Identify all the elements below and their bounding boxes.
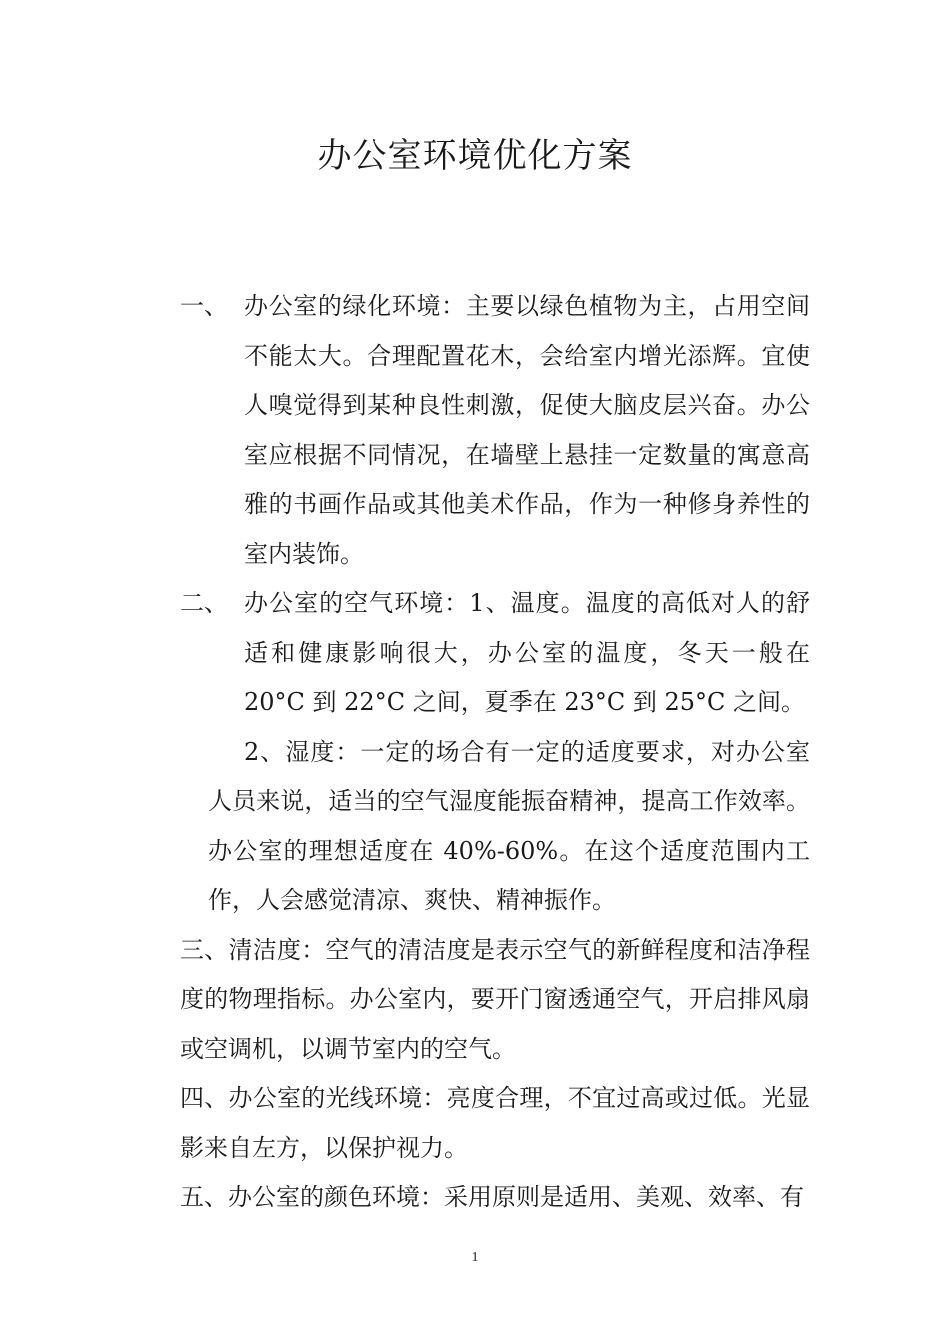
section-3: 三、清洁度：空气的清洁度是表示空气的新鲜程度和洁净程度的物理指标。办公室内，要开门窗透通空气，开启排风扇或空调机，以调节室内的空气。	[180, 935, 810, 1063]
document-title: 办公室环境优化方案	[317, 136, 633, 176]
section-4: 四、办公室的光线环境：亮度合理，不宜过高或过低。光显影来自左方，以保护视力。	[180, 1084, 810, 1162]
document-body	[180, 282, 810, 1223]
section-1	[180, 282, 810, 579]
section-2-number: 二、	[180, 589, 228, 617]
section-1-number: 一、	[180, 292, 228, 320]
section-2	[180, 579, 810, 728]
section-2-humidity: 2、湿度：一定的场合有一定的适度要求，对办公室人员来说，适当的空气湿度能振奋精神，提高工作效率。办公室的理想适度在 40%-60%。在这个适度范围内工作，人会感觉清凉、爽快、精神振作。	[208, 737, 810, 914]
section-1-text: 办公室的绿化环境：主要以绿色植物为主，占用空间不能太大。合理配置花木，会给室内增光添辉。宜使人嗅觉得到某种良性刺激，促使大脑皮层兴奋。办公室应根据不同情况，在墙壁上悬挂一定数量的寓意高雅的书画作品或其他美术作品，作为一种修身养性的室内装饰。	[244, 292, 810, 568]
section-2-text: 办公室的空气环境：1、温度。温度的高低对人的舒适和健康影响很大，办公室的温度，冬天一般在 20°C 到 22°C 之间，夏季在 23°C 到 25°C 之间。	[244, 589, 810, 716]
section-5: 五、办公室的颜色环境：采用原则是适用、美观、效率、有	[180, 1183, 804, 1211]
page-number: 1	[471, 1250, 479, 1265]
